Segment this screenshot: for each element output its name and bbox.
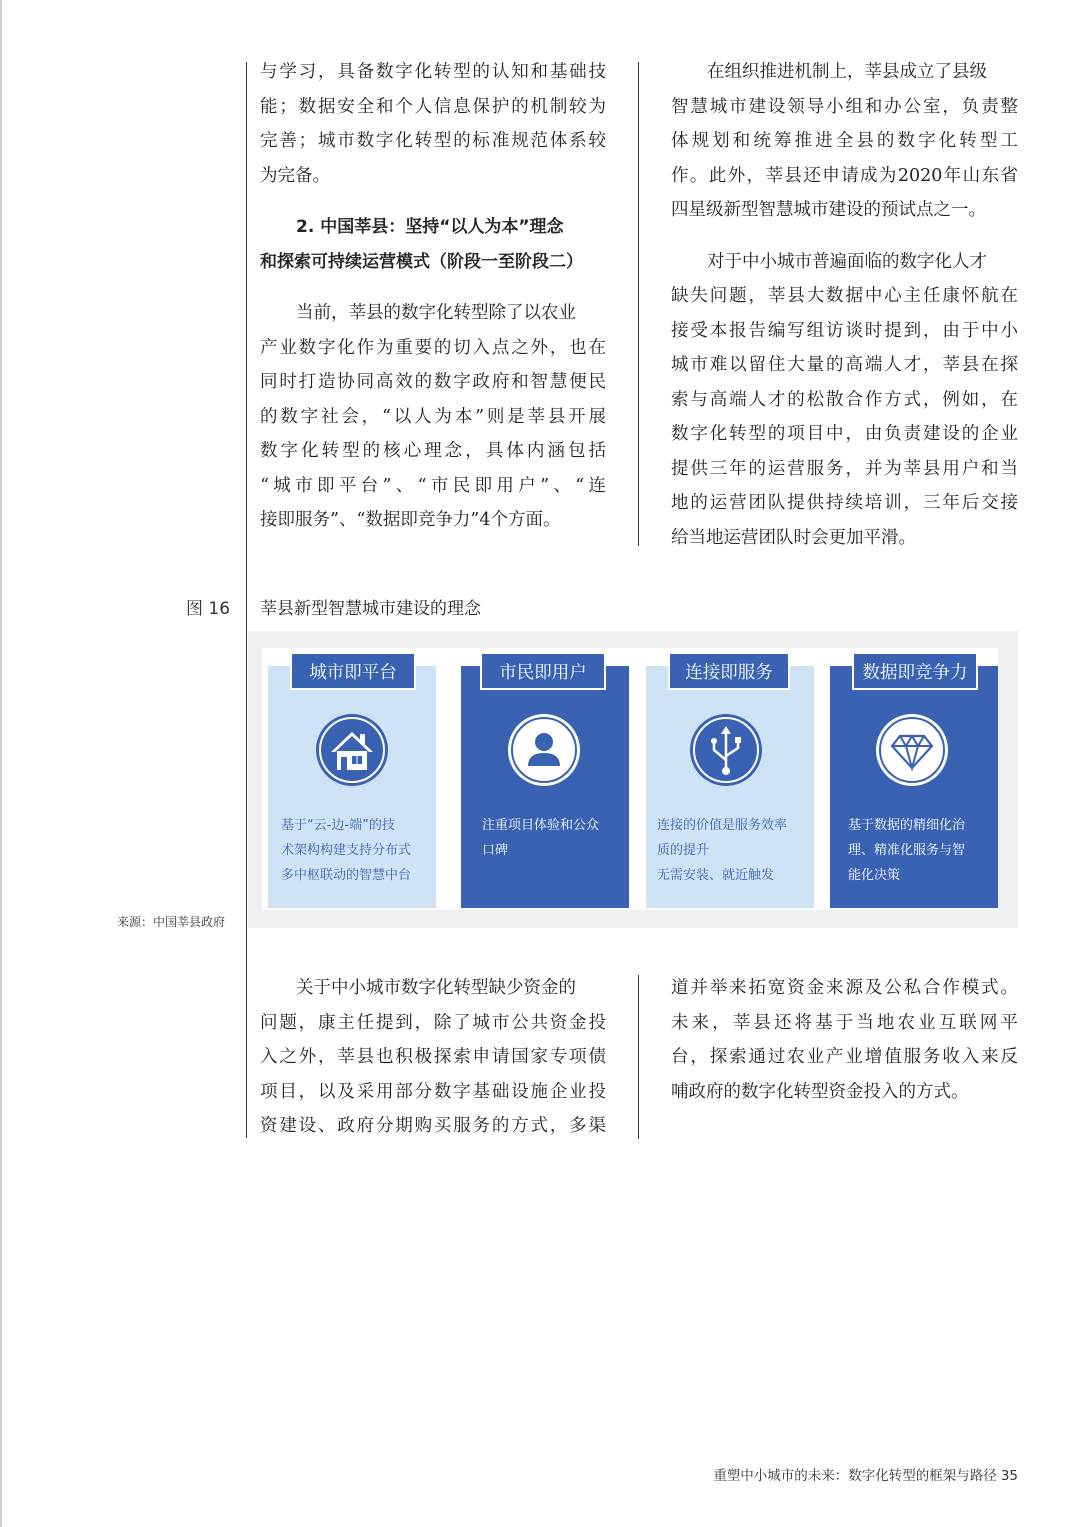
top-left-column (260, 55, 606, 538)
column-divider-bottom (638, 975, 639, 1139)
text-line: 项目，以及采用部分数字基础设施企业投 (260, 1081, 606, 1102)
text-line: 哺政府的数字化转型资金投入的方式。 (671, 1081, 969, 1102)
bottom-right-column (671, 971, 1018, 1109)
section-heading (260, 210, 606, 279)
text-line: 在组织推进机制上，莘县成立了县级 (707, 62, 987, 82)
text-line: 缺失问题，莘县大数据中心主任康怀航在 (671, 286, 1018, 306)
footer-title: 重塑中小城市的未来：数字化转型的框架与路径 (713, 1468, 997, 1484)
text-line: 智慧城市建设领导小组和办公室，负责整 (671, 96, 1018, 117)
text-line: 完善；城市数字化转型的标准规范体系较 (260, 131, 606, 151)
top-left-para-2 (260, 296, 606, 538)
text-line: 与学习，具备数字化转型的认知和基础技 (260, 62, 606, 82)
card-label-user: 市民即用户 (480, 652, 606, 690)
page-number: 35 (1000, 1468, 1018, 1484)
text-line: 地的运营团队提供持续培训，三年后交接 (671, 493, 1018, 513)
card-desc-user: 注重项目体验和公众 口碑 (482, 818, 600, 858)
text-line: 对于中小城市普遍面临的数字化人才 (707, 251, 987, 272)
text-line: 关于中小城市数字化转型缺少资金的 (296, 978, 576, 998)
text-line: “城市即平台”、“市民即用户”、“连 (260, 475, 606, 496)
text-line: 数字化转型的核心理念，具体内涵包括 (260, 441, 606, 461)
text-line: 台，探索通过农业产业增值服务收入来反 (671, 1047, 1018, 1067)
text-line: 的数字社会，“以人为本”则是莘县开展 (260, 406, 606, 427)
top-right-para-1 (671, 55, 1018, 228)
text-line: 接受本报告编写组访谈时提到，由于中小 (671, 320, 1018, 341)
text-line: 未来，莘县还将基于当地农业互联网平 (671, 1012, 1018, 1033)
text-line: 城市难以留住大量的高端人才，莘县在探 (671, 355, 1018, 375)
left-margin-rule-bottom (246, 934, 247, 1138)
text-line: 给当地运营团队时会更加平滑。 (671, 527, 916, 548)
card-desc-data: 基于数据的精细化治 理、精准化服务与智 能化决策 (848, 818, 966, 883)
usb-icon (688, 712, 764, 788)
text-line: 接即服务”、“数据即竞争力”4个方面。 (260, 510, 561, 530)
text-line: 当前，莘县的数字化转型除了以农业 (296, 303, 576, 323)
top-right-para-2 (671, 245, 1018, 556)
text-line: 提供三年的运营服务，并为莘县用户和当 (671, 458, 1018, 479)
card-desc-service: 连接的价值是服务效率 质的提升 无需安装、就近触发 (657, 818, 788, 883)
text-line: 能；数据安全和个人信息保护的机制较为 (260, 96, 606, 117)
text-line: 四星级新型智慧城市建设的预试点之一。 (671, 200, 986, 220)
figure-number: 图 16 (186, 599, 231, 619)
figure-title: 莘县新型智慧城市建设的理念 (260, 599, 481, 619)
heading-line: 和探索可持续运营模式（阶段一至阶段二） (260, 251, 583, 272)
left-margin-rule-top (246, 62, 247, 934)
figure-source: 来源：中国莘县政府 (117, 915, 226, 929)
card-desc-platform: 基于“云-边-端”的技 术架构构建支持分布式 多中枢联动的智慧中台 (281, 818, 412, 883)
card-label-platform: 城市即平台 (290, 652, 416, 690)
column-divider-top (638, 62, 639, 546)
heading-line: 2. 中国莘县：坚持“以人为本”理念 (296, 217, 564, 237)
text-line: 为完备。 (260, 165, 330, 186)
text-line: 作。此外，莘县还申请成为2020年山东省 (671, 165, 1018, 186)
text-line: 道并举来拓宽资金来源及公私合作模式。 (671, 978, 1018, 998)
top-right-column (671, 55, 1018, 555)
text-line: 数字化转型的项目中，由负责建设的企业 (671, 424, 1018, 444)
text-line: 索与高端人才的松散合作方式，例如，在 (671, 389, 1018, 410)
bottom-left-column (260, 971, 606, 1144)
text-line: 资建设、政府分期购买服务的方式，多渠 (260, 1116, 606, 1136)
text-line: 产业数字化作为重要的切入点之外，也在 (260, 337, 606, 358)
text-line: 入之外，莘县也积极探索申请国家专项债 (260, 1047, 606, 1067)
bottom-left-para (260, 971, 606, 1144)
house-icon (314, 712, 390, 788)
top-left-para-1 (260, 55, 606, 193)
text-line: 体规划和统筹推进全县的数字化转型工 (671, 131, 1018, 151)
card-label-service: 连接即服务 (668, 652, 790, 690)
user-icon (506, 712, 582, 788)
bottom-right-para (671, 971, 1018, 1109)
page-footer (713, 1464, 1018, 1484)
card-label-data: 数据即竞争力 (852, 652, 978, 690)
text-line: 同时打造协同高效的数字政府和智慧便民 (260, 372, 606, 392)
page-edge (0, 0, 2, 1527)
diamond-icon (874, 712, 950, 788)
text-line: 问题，康主任提到，除了城市公共资金投 (260, 1012, 606, 1033)
